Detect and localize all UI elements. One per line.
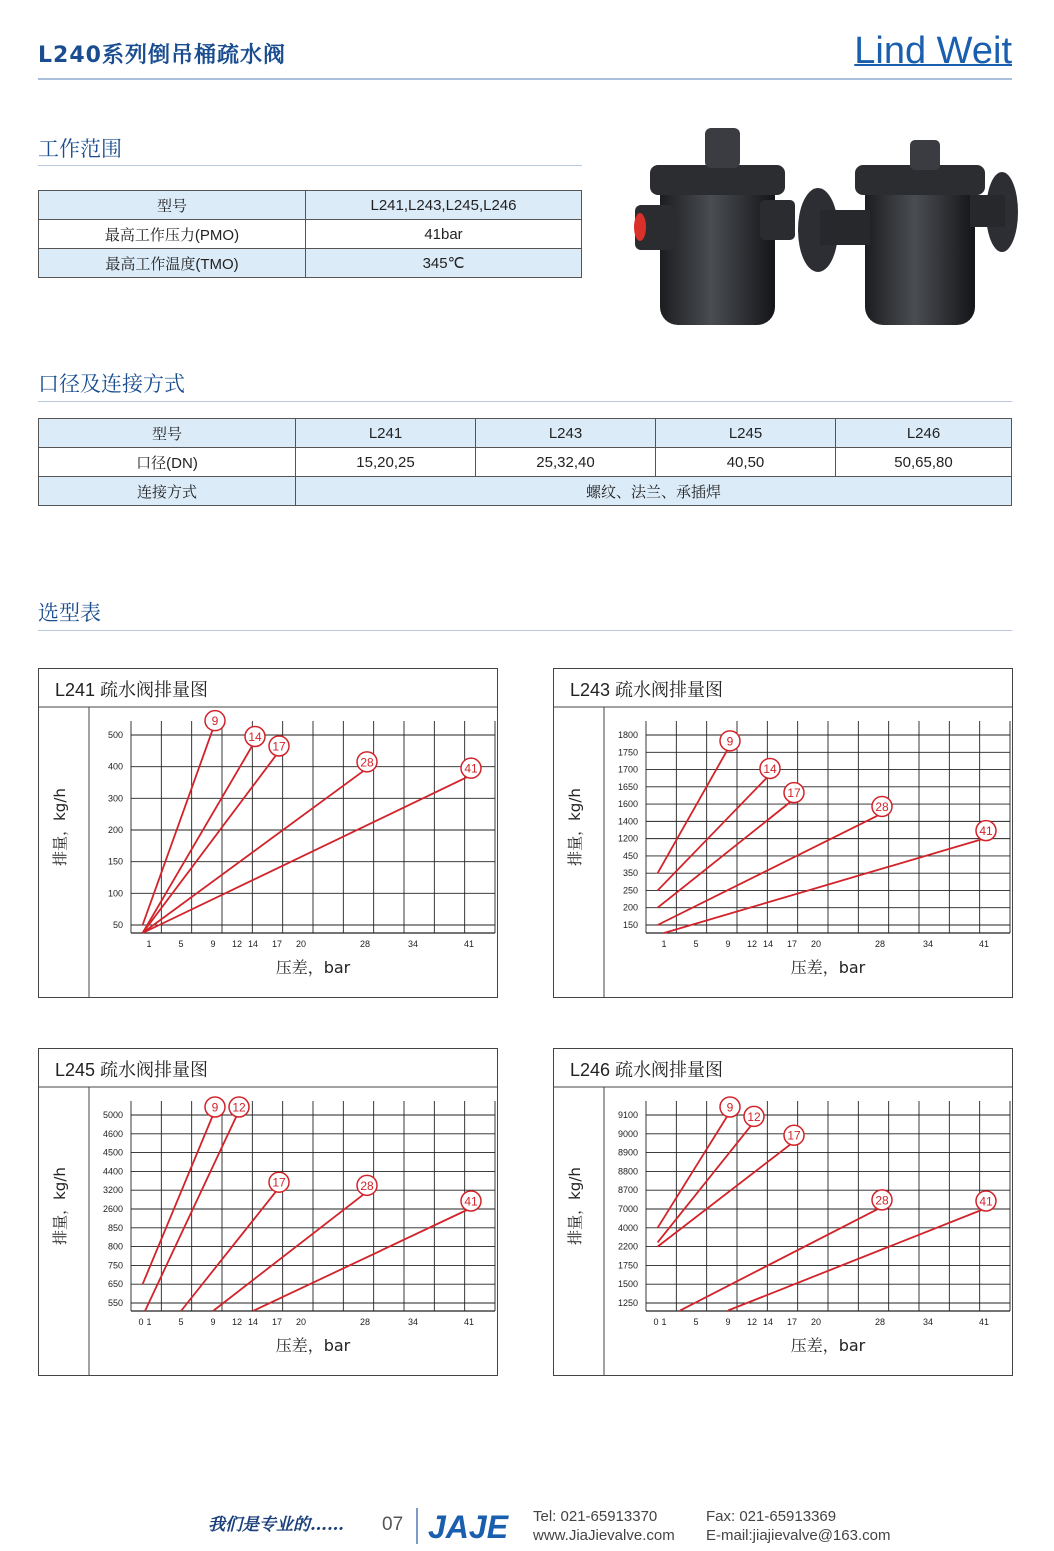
conn-dn-cell: 15,20,25: [296, 448, 476, 477]
y-tick-label: 150: [622, 920, 638, 930]
x-tick-label: 20: [295, 939, 307, 949]
y-tick-label: 8900: [617, 1147, 638, 1158]
x-axis-label: 压差，bar: [275, 958, 351, 977]
conn-header-cell: L246: [836, 419, 1012, 448]
x-tick-label: 20: [295, 1317, 307, 1327]
series-label: 28: [360, 755, 374, 770]
chart-title: L245 疏水阀排量图: [55, 1060, 209, 1080]
series-label: 28: [875, 799, 889, 814]
x-tick-label: 41: [978, 939, 990, 949]
series-line: [658, 814, 880, 925]
page-title: L240系列倒吊桶疏水阀: [38, 43, 286, 68]
x-axis-label: 压差，bar: [790, 958, 866, 977]
x-tick-label: 12: [231, 1317, 243, 1327]
working-range-rule: [38, 165, 582, 166]
wr-value: 345℃: [306, 249, 582, 278]
conn-dn-cell: 40,50: [656, 448, 836, 477]
y-tick-label: 500: [107, 730, 123, 740]
series-line: [145, 1115, 237, 1311]
connection-title: 口径及连接方式: [38, 372, 185, 396]
x-tick-label: 12: [231, 939, 243, 949]
x-tick-label: 17: [786, 939, 798, 949]
series-line: [181, 1190, 277, 1311]
y-tick-label: 1200: [617, 833, 638, 844]
x-tick-label: 28: [359, 1317, 371, 1327]
y-tick-label: 4000: [617, 1222, 638, 1233]
series-line: [143, 729, 213, 925]
y-tick-label: 3200: [102, 1185, 123, 1196]
conn-header-cell: 型号: [39, 419, 296, 448]
page-number: 07: [382, 1514, 404, 1535]
y-tick-label: 4400: [102, 1166, 123, 1177]
series-label: 12: [232, 1100, 246, 1115]
working-range-table: [38, 190, 582, 278]
product-photo: [630, 120, 1020, 345]
series-label: 14: [763, 761, 777, 776]
series-label: 28: [875, 1193, 889, 1208]
conn-dn-cell: 25,32,40: [476, 448, 656, 477]
y-tick-label: 300: [107, 793, 123, 804]
x-tick-label: 14: [762, 1317, 774, 1327]
x-axis-label: 压差，bar: [275, 1336, 351, 1355]
working-range-title: 工作范围: [38, 137, 122, 161]
y-tick-label: 1700: [617, 764, 638, 775]
x-tick-label: 34: [922, 939, 934, 949]
chart-l245: [38, 1048, 498, 1376]
table-row: [39, 220, 582, 249]
x-tick-label: 34: [407, 939, 419, 949]
x-tick-label: 17: [786, 1317, 798, 1327]
y-tick-label: 2600: [102, 1204, 123, 1214]
chart-l241-svg: [39, 669, 497, 997]
x-tick-label: 34: [922, 1317, 934, 1327]
series-line: [728, 1209, 984, 1311]
y-tick-label: 200: [107, 825, 123, 835]
y-tick-label: 1650: [617, 781, 638, 792]
x-tick-label: 28: [874, 1317, 886, 1327]
x-tick-label: 9: [725, 939, 731, 949]
y-tick-label: 8700: [617, 1185, 638, 1196]
connection-table: [38, 418, 1012, 506]
y-tick-label: 4600: [102, 1128, 123, 1139]
x-tick-label: 1: [661, 1317, 667, 1327]
x-tick-label: 5: [693, 939, 699, 949]
series-line: [143, 1115, 213, 1284]
x-tick-label: 14: [762, 939, 774, 949]
x-tick-label: 9: [725, 1317, 731, 1327]
table-row: [39, 448, 1012, 477]
table-row: [39, 477, 1012, 506]
y-tick-label: 9000: [617, 1128, 638, 1139]
table-row: [39, 419, 1012, 448]
chart-l243-svg: [554, 669, 1012, 997]
y-tick-label: 1750: [617, 747, 638, 758]
y-tick-label: 7000: [617, 1204, 638, 1214]
series-label: 41: [464, 1194, 478, 1209]
chart-title: L246 疏水阀排量图: [570, 1060, 724, 1080]
conn-label: 口径(DN): [39, 448, 296, 477]
y-tick-label: 1800: [617, 730, 638, 740]
chart-title: L241 疏水阀排量图: [55, 680, 209, 700]
x-tick-label: 9: [210, 1317, 216, 1327]
x-tick-label: 12: [746, 1317, 758, 1327]
conn-header-cell: L243: [476, 419, 656, 448]
series-line: [664, 839, 984, 933]
footer-divider: [416, 1508, 418, 1544]
series-line: [143, 770, 365, 933]
footer-slogan: 我们是专业的……: [208, 1515, 344, 1535]
y-tick-label: 350: [622, 868, 638, 879]
x-tick-label: 14: [247, 1317, 259, 1327]
table-row: [39, 191, 582, 220]
y-tick-label: 200: [622, 902, 638, 913]
chart-title: L243 疏水阀排量图: [570, 680, 724, 700]
series-label: 28: [360, 1178, 374, 1193]
series-line: [680, 1208, 880, 1311]
series-line: [253, 1209, 469, 1311]
y-tick-label: 400: [107, 761, 123, 772]
series-line: [143, 754, 277, 933]
x-tick-label: 0: [653, 1317, 659, 1327]
series-label: 41: [979, 1194, 993, 1209]
selection-title: 选型表: [38, 601, 101, 625]
x-tick-label: 5: [178, 1317, 184, 1327]
y-tick-label: 8800: [617, 1166, 638, 1177]
x-tick-label: 5: [178, 939, 184, 949]
footer-tel: Tel: 021-65913370: [533, 1508, 658, 1525]
y-tick-label: 750: [107, 1260, 123, 1271]
wr-label: 最高工作压力(PMO): [39, 220, 306, 249]
series-label: 17: [787, 786, 801, 801]
series-label: 17: [272, 1175, 286, 1190]
y-tick-label: 1250: [617, 1298, 638, 1308]
y-tick-label: 150: [107, 856, 123, 867]
conn-header-cell: L241: [296, 419, 476, 448]
svg-text:JAJE: JAJE: [428, 1509, 509, 1545]
chart-l245-svg: [39, 1049, 497, 1375]
brand-logo: Lind Weit: [854, 30, 1012, 72]
x-tick-label: 12: [746, 939, 758, 949]
chart-l243: [553, 668, 1013, 998]
y-tick-label: 5000: [102, 1110, 123, 1120]
x-tick-label: 1: [661, 939, 667, 949]
y-axis-label: 排量，kg/h: [566, 788, 584, 866]
x-tick-label: 17: [271, 1317, 283, 1327]
x-tick-label: 20: [810, 939, 822, 949]
x-tick-label: 9: [210, 939, 216, 949]
y-tick-label: 9100: [617, 1110, 638, 1120]
y-axis-label: 排量，kg/h: [51, 1167, 69, 1245]
x-tick-label: 1: [146, 939, 152, 949]
series-label: 41: [464, 761, 478, 776]
y-tick-label: 450: [622, 850, 638, 861]
series-label: 14: [248, 730, 262, 744]
x-tick-label: 41: [463, 1317, 475, 1327]
y-tick-label: 650: [107, 1279, 123, 1290]
y-tick-label: 2200: [617, 1241, 638, 1252]
y-tick-label: 4500: [102, 1147, 123, 1158]
footer-email[interactable]: E-mail:jiajievalve@163.com: [706, 1527, 891, 1544]
selection-rule: [38, 630, 1012, 631]
y-tick-label: 50: [112, 920, 123, 930]
y-tick-label: 100: [107, 888, 123, 899]
conn-dn-cell: 50,65,80: [836, 448, 1012, 477]
x-tick-label: 14: [247, 939, 259, 949]
y-tick-label: 850: [107, 1222, 123, 1233]
y-tick-label: 550: [107, 1298, 123, 1308]
series-label: 9: [211, 1100, 219, 1115]
series-label: 17: [272, 739, 286, 754]
table-row: [39, 249, 582, 278]
series-label: 17: [787, 1128, 801, 1143]
footer-web[interactable]: www.JiaJievalve.com: [533, 1527, 675, 1544]
wr-label: 最高工作温度(TMO): [39, 249, 306, 278]
y-tick-label: 1400: [617, 816, 638, 827]
connection-rule: [38, 401, 1012, 402]
series-line: [658, 1124, 752, 1242]
footer-fax: Fax: 021-65913369: [706, 1508, 837, 1525]
series-label: 9: [726, 1100, 734, 1115]
x-tick-label: 17: [271, 939, 283, 949]
y-axis-label: 排量，kg/h: [566, 1167, 584, 1245]
series-label: 9: [726, 734, 734, 749]
wr-value: 41bar: [306, 220, 582, 249]
chart-l246: [553, 1048, 1013, 1376]
y-tick-label: 1600: [617, 799, 638, 810]
x-tick-label: 28: [359, 939, 371, 949]
x-tick-label: 0: [138, 1317, 144, 1327]
wr-label: 型号: [39, 191, 306, 220]
chart-l246-svg: [554, 1049, 1012, 1375]
series-label: 41: [979, 824, 993, 839]
x-axis-label: 压差，bar: [790, 1336, 866, 1355]
conn-header-cell: L245: [656, 419, 836, 448]
series-label: 9: [211, 714, 219, 729]
x-tick-label: 41: [978, 1317, 990, 1327]
series-label: 12: [747, 1109, 761, 1124]
x-tick-label: 1: [146, 1317, 152, 1327]
y-tick-label: 250: [622, 885, 638, 896]
chart-l241: [38, 668, 498, 998]
x-tick-label: 20: [810, 1317, 822, 1327]
y-axis-label: 排量，kg/h: [51, 788, 69, 866]
x-tick-label: 34: [407, 1317, 419, 1327]
x-tick-label: 28: [874, 939, 886, 949]
x-tick-label: 5: [693, 1317, 699, 1327]
header-divider: [38, 78, 1012, 80]
company-logo: [426, 1506, 521, 1546]
wr-value: L241,L243,L245,L246: [306, 191, 582, 220]
y-tick-label: 1500: [617, 1279, 638, 1290]
conn-label: 连接方式: [39, 477, 296, 506]
y-tick-label: 1750: [617, 1260, 638, 1271]
x-tick-label: 41: [463, 939, 475, 949]
conn-method: 螺纹、法兰、承插焊: [296, 477, 1012, 506]
y-tick-label: 800: [107, 1241, 123, 1252]
